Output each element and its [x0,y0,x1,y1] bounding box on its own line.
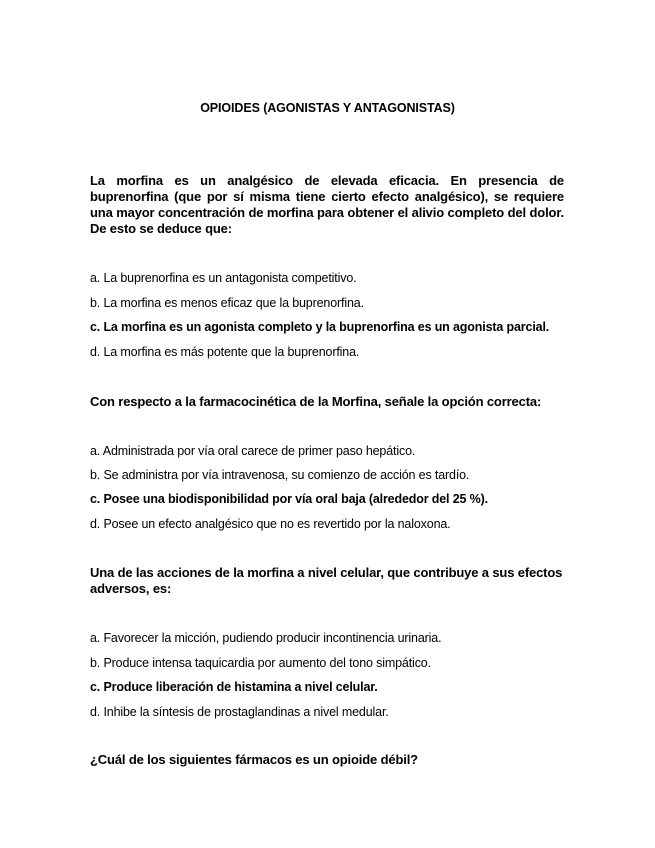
question-2-option-c-correct: c. Posee una biodisponibilidad por vía oral baja (alrededor del 25 %). [90,492,488,506]
question-3-option-a: a. Favorecer la micción, pudiendo producir incontinencia urinaria. [90,631,442,645]
question-3-option-d: d. Inhibe la síntesis de prostaglandinas a nivel medular. [90,705,389,719]
question-1-option-a: a. La buprenorfina es un antagonista competitivo. [90,271,357,285]
question-4-text: ¿Cuál de los siguientes fármacos es un opioide débil? [90,752,418,767]
question-3-text: Una de las acciones de la morfina a nivel celular, que contribuye a sus efectos adversos, es: [90,565,563,596]
question-1-option-c-correct: c. La morfina es un agonista completo y la buprenorfina es un agonista parcial. [90,320,550,334]
question-2-option-a: a. Administrada por vía oral carece de primer paso hepático. [90,444,416,458]
page-title: OPIOIDES (AGONISTAS Y ANTAGONISTAS) [200,101,455,115]
question-3-option-b: b. Produce intensa taquicardia por aumento del tono simpático. [90,656,431,670]
question-1-text: La morfina es un analgésico de elevada eficacia. En presencia de buprenorfina (que por sí misma tiene cierto efecto analgésico), se requiere una mayor concentración de morfina para obtener el alivio completo del dolor. De esto se deduce que: [90,173,564,236]
question-1-option-d: d. La morfina es más potente que la buprenorfina. [90,345,360,359]
question-2-text: Con respecto a la farmacocinética de la Morfina, señale la opción correcta: [90,394,542,409]
question-2-option-b: b. Se administra por vía intravenosa, su comienzo de acción es tardío. [90,468,470,482]
question-2-option-d: d. Posee un efecto analgésico que no es revertido por la naloxona. [90,517,451,531]
question-3-option-c-correct: c. Produce liberación de histamina a nivel celular. [90,680,378,694]
question-1-option-b: b. La morfina es menos eficaz que la buprenorfina. [90,296,364,310]
